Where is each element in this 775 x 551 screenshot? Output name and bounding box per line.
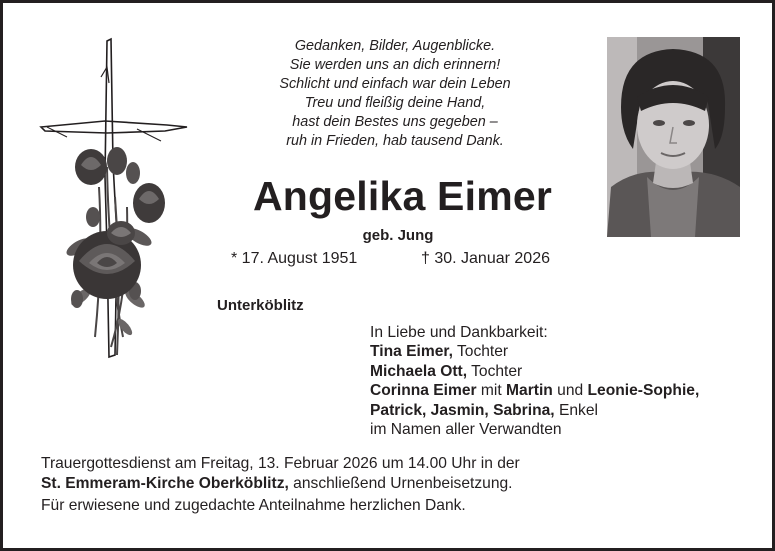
mourner-name: Leonie-Sophie, [587,382,700,400]
mourners-intro: In Liebe und Dankbarkeit: [370,324,548,341]
service-line [41,474,520,494]
cross-with-roses-icon [37,37,195,363]
thanks-line: Für erwiesene und zugedachte Anteilnahme herzlichen Dank. [41,497,466,514]
deceased-name: Angelika Eimer [252,173,553,219]
birth-date: * 17. August 1951 [231,250,358,267]
poem-line: Gedanken, Bilder, Augenblicke. [294,38,496,54]
mourners-closing: im Namen aller Verwandten [370,421,562,439]
portrait-photo [607,37,740,237]
mourner-line [370,362,699,381]
mourner-connector: und [552,382,588,400]
mourner-line [370,342,699,361]
burial-note: anschließend Urnenbeisetzung. [288,475,513,492]
church-name: St. Emmeram-Kirche Oberköblitz, [41,475,289,492]
mourner-name: Corinna Eimer [370,382,477,400]
residence-place: Unterköblitz [217,297,304,314]
mourner-relation: Tochter [452,343,509,361]
death-date: † 30. Januar 2026 [421,250,550,267]
mourner-name: Michaela Ott, [370,362,468,380]
poem-line: Sie werden uns an dich erinnern! [289,57,501,73]
mourner-relation: Enkel [554,401,598,419]
poem-line: Treu und fleißig deine Hand, [304,95,486,111]
mourners-list [370,323,699,439]
mourner-name: Martin [506,382,553,400]
mourner-relation: Tochter [467,362,523,380]
poem-line: ruh in Frieden, hab tausend Dank. [286,133,504,149]
mourner-name: Tina Eimer, [370,343,453,361]
poem-line: hast dein Bestes uns gegeben – [292,114,498,130]
poem-line: Schlicht und einfach war dein Leben [279,76,511,92]
mourner-connector: mit [476,382,507,400]
service-line: Trauergottesdienst am Freitag, 13. Februar 2026 um 14.00 Uhr in der [41,455,520,472]
mourner-name: Patrick, Jasmin, Sabrina, [370,401,555,419]
maiden-name: geb. Jung [362,227,434,244]
service-info [41,454,520,494]
poem [235,37,555,151]
mourner-line [370,381,699,400]
mourner-line [370,401,699,420]
